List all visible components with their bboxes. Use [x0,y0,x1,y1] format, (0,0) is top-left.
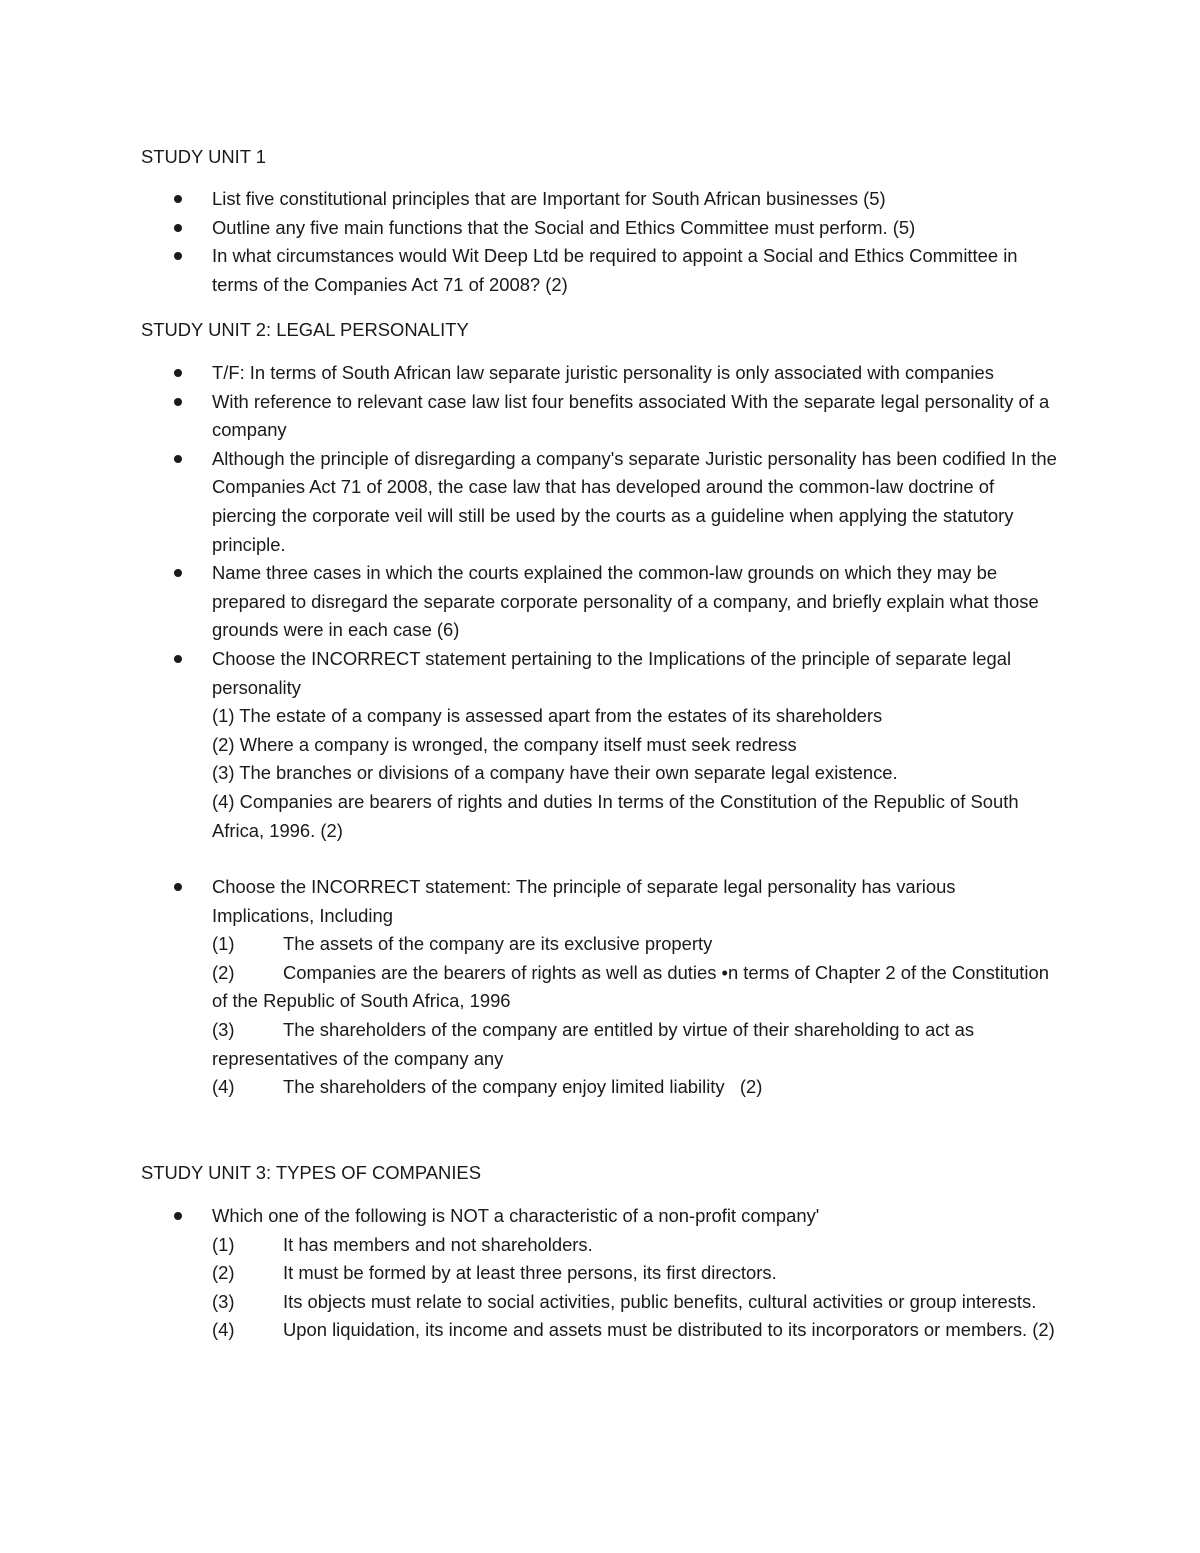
bullet-icon [174,1212,182,1220]
unit-3-question-list [141,1202,1061,1345]
list-item: List five constitutional principles that are Important for South African businesses (5) [141,185,1061,214]
bullet-icon [174,655,182,663]
answer-option: (2) Companies are the bearers of rights as well as duties •n terms of Chapter 2 of the Constitution of the Republic of South Africa, 1996 [212,961,1049,1012]
answer-option: (1) The estate of a company is assessed apart from the estates of its shareholders [212,705,883,727]
list-item: Choose the INCORRECT statement pertaining to the Implications of the principle of separate legal personality (1) The estate of a company is assessed apart from the estates of its shareholders (2) Where a company is wronged, the company itself must seek redress (3) The branches or divisions of a company have their own separate legal existence. (4) Companies are bearers of rights and duties In terms of the Constitution of the Republic of South Africa, 1996. (2) [141,645,1061,845]
unit-1-question-list [141,185,1061,299]
bullet-icon [174,883,182,891]
unit-2-question-list [141,359,1061,1102]
bullet-icon [174,224,182,232]
list-item: In what circumstances would Wit Deep Ltd be required to appoint a Social and Ethics Committee in terms of the Companies Act 71 of 2008? (2) [141,242,1061,299]
answer-option: (1) It has members and not shareholders. [212,1233,593,1255]
answer-option: (3) Its objects must relate to social activities, public benefits, cultural activities or group interests. [212,1290,1037,1312]
bullet-icon [174,195,182,203]
section-heading-unit-2: STUDY UNIT 2: LEGAL PERSONALITY [141,319,469,340]
section-heading-unit-3: STUDY UNIT 3: TYPES OF COMPANIES [141,1162,481,1183]
answer-option: (2) Where a company is wronged, the company itself must seek redress [212,733,797,755]
bullet-icon [174,398,182,406]
answer-option: (3) The branches or divisions of a company have their own separate legal existence. [212,762,898,784]
list-item: T/F: In terms of South African law separate juristic personality is only associated with companies [141,359,1061,388]
bullet-icon [174,569,182,577]
list-item: Name three cases in which the courts explained the common-law grounds on which they may be prepared to disregard the separate corporate personality of a company, and briefly explain what those grounds were in each case (6) [141,559,1061,645]
answer-option: (4) The shareholders of the company enjoy limited liability (2) [212,1076,763,1098]
answer-option: (1) The assets of the company are its exclusive property [212,933,713,955]
answer-option: (4) Companies are bearers of rights and duties In terms of the Constitution of the Republic of South Africa, 1996. (2) [212,790,1019,841]
list-item: Choose the INCORRECT statement: The principle of separate legal personality has various Implications, Including (1) The assets of the company are its exclusive property (2) Companies are the bearers of rights as well as duties •n terms of Chapter 2 of the Constitution of the Republic of South Africa, 1996 (3) The shareholders of the company are entitled by virtue of their shareholding to act as representatives of the company any (4) The shareholders of the company enjoy limited liability (2) [141,873,1061,1102]
bullet-icon [174,369,182,377]
answer-option: (3) The shareholders of the company are entitled by virtue of their shareholding to act as representatives of the company any [212,1019,975,1069]
bullet-icon [174,252,182,260]
list-item: With reference to relevant case law list four benefits associated With the separate legal personality of a company [141,388,1061,445]
list-item: Which one of the following is NOT a characteristic of a non-profit company' (1) It has members and not shareholders. (2) It must be formed by at least three persons, its first directors. (3) Its objects must relate to social activities, public benefits, cultural activities or group interests. (4) Upon liquidation, its income and assets must be distributed to its incorporators or members. (2) [141,1202,1061,1345]
bullet-icon [174,455,182,463]
section-heading-unit-1: STUDY UNIT 1 [141,146,267,167]
list-item: Although the principle of disregarding a company's separate Juristic personality has been codified In the Companies Act 71 of 2008, the case law that has developed around the common-law doctrine of piercing the corporate veil will still be used by the courts as a guideline when applying the statutory principle. [141,445,1061,559]
answer-option: (4) Upon liquidation, its income and assets must be distributed to its incorporators or members. (2) [212,1319,1055,1341]
answer-option: (2) It must be formed by at least three persons, its first directors. [212,1262,777,1284]
list-item: Outline any five main functions that the Social and Ethics Committee must perform. (5) [141,214,1061,243]
